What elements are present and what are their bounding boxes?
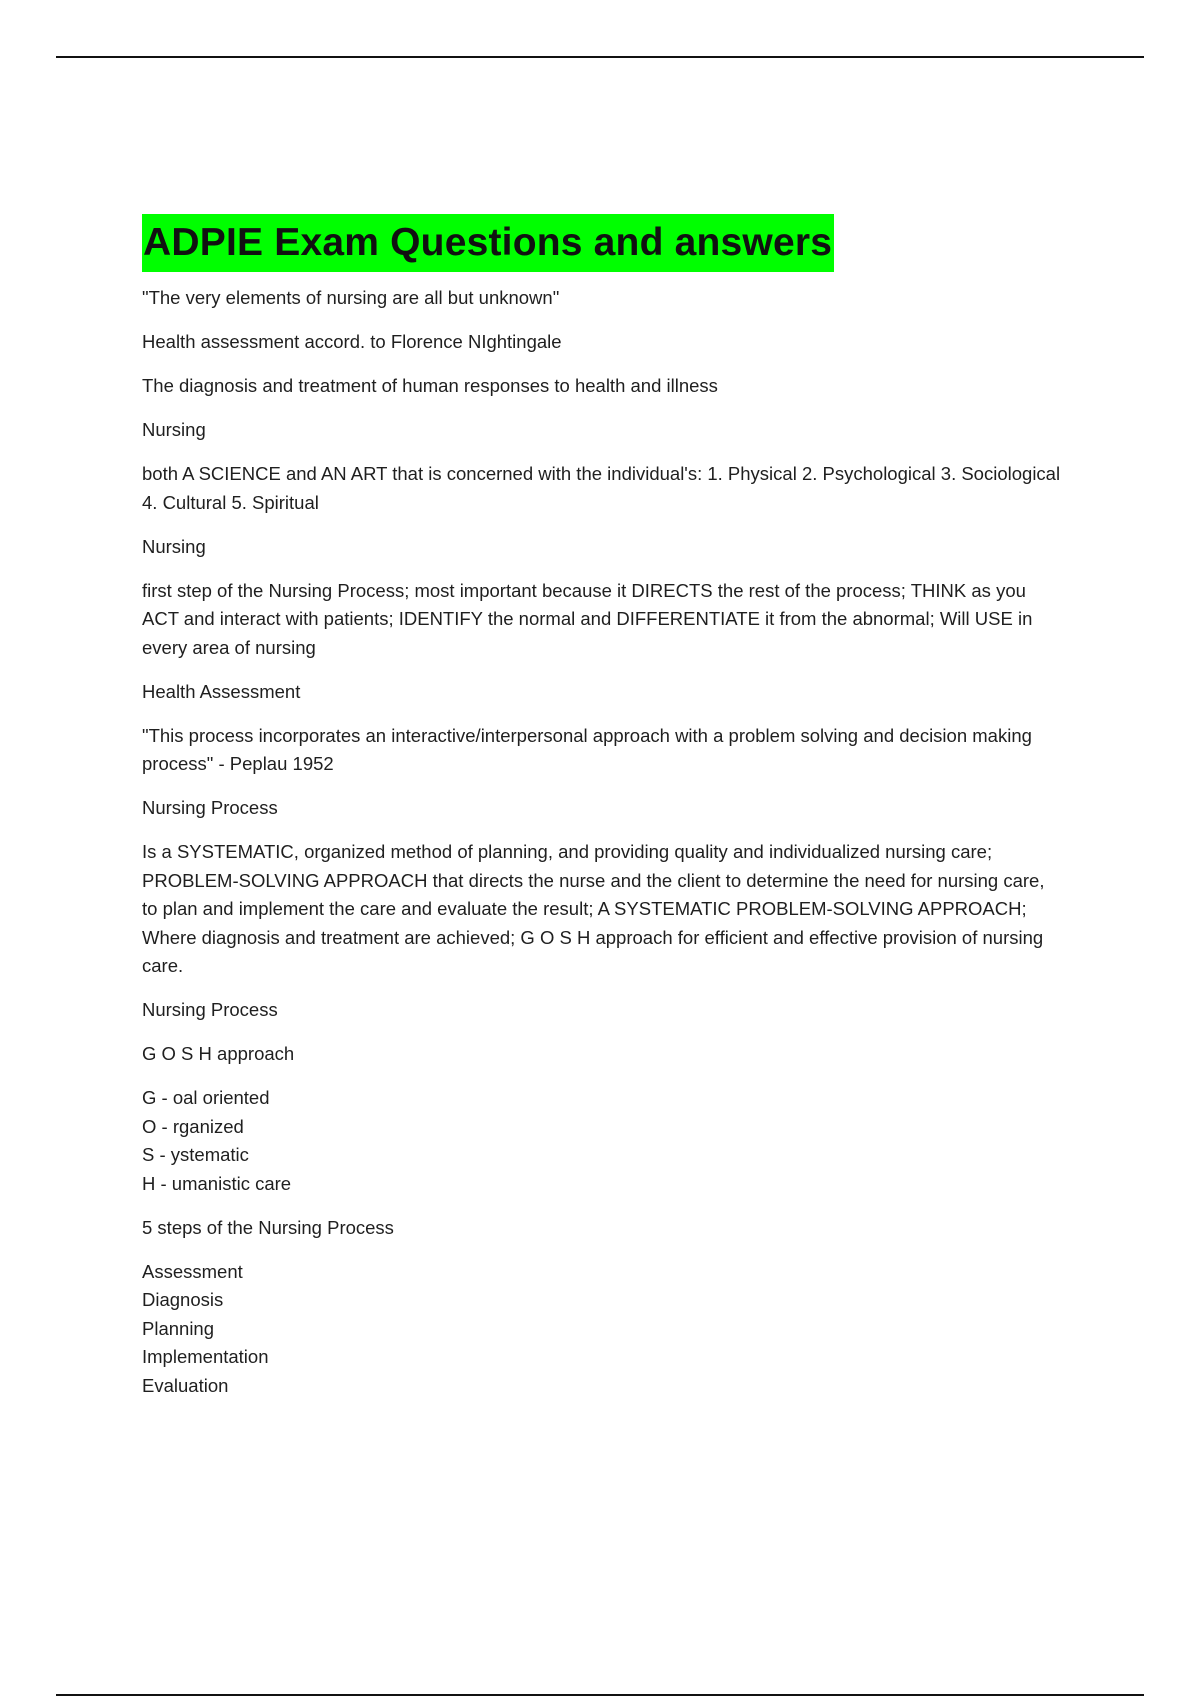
answer-list-item: G - oal oriented bbox=[142, 1087, 270, 1108]
answer-list-item: S - ystematic bbox=[142, 1144, 249, 1165]
answer-list-item: Diagnosis bbox=[142, 1289, 224, 1310]
answer-list-item: H - umanistic care bbox=[142, 1172, 292, 1194]
text-paragraph: "This process incorporates an interactive/interpersonal approach with a problem solving and decision making process" - Peplau 1952 bbox=[142, 724, 1032, 774]
answer-list bbox=[142, 1084, 1062, 1198]
answer-list-item: Planning bbox=[142, 1317, 215, 1339]
text-paragraph: Nursing bbox=[142, 535, 206, 557]
qa-list bbox=[142, 284, 1062, 1400]
text-paragraph: 5 steps of the Nursing Process bbox=[142, 1216, 394, 1238]
text-paragraph: first step of the Nursing Process; most important because it DIRECTS the rest of the process; THINK as you ACT and interact with patients; IDENTIFY the normal and DIFFERENTIATE it from the abnormal; Will USE in every area of nursing bbox=[142, 579, 1033, 658]
text-paragraph: Is a SYSTEMATIC, organized method of planning, and providing quality and individualized nursing care; PROBLEM-SOLVING APPROACH that directs the nurse and the client to determine the need for nursing care, to plan and implement the care and evaluate the result; A SYSTEMATIC PROBLEM-SOLVING APPROACH; Where diagnosis and treatment are achieved; G O S H approach for efficient and effective provision of nursing care. bbox=[142, 841, 1045, 976]
answer-list-item: Assessment bbox=[142, 1260, 243, 1282]
text-paragraph: "The very elements of nursing are all but unknown" bbox=[142, 287, 560, 308]
answer-list-item: O - rganized bbox=[142, 1115, 244, 1137]
text-paragraph: G O S H approach bbox=[142, 1043, 295, 1064]
text-paragraph: both A SCIENCE and AN ART that is concerned with the individual's: 1. Physical 2. Psychological 3. Sociological 4. Cultural 5. Spiritual bbox=[142, 463, 1061, 513]
bottom-rule bbox=[56, 1694, 1144, 1696]
document-body bbox=[142, 214, 1062, 1416]
document-title: ADPIE Exam Questions and answers bbox=[142, 214, 834, 272]
top-rule bbox=[56, 56, 1144, 58]
text-paragraph: The diagnosis and treatment of human responses to health and illness bbox=[142, 375, 718, 396]
answer-list bbox=[142, 1258, 1062, 1401]
text-paragraph: Health assessment accord. to Florence NIghtingale bbox=[142, 331, 562, 352]
text-paragraph: Nursing Process bbox=[142, 999, 278, 1020]
text-paragraph: Health Assessment bbox=[142, 680, 301, 702]
answer-list-item: Implementation bbox=[142, 1346, 269, 1367]
text-paragraph: Nursing bbox=[142, 419, 206, 440]
answer-list-item: Evaluation bbox=[142, 1374, 229, 1396]
text-paragraph: Nursing Process bbox=[142, 797, 278, 818]
